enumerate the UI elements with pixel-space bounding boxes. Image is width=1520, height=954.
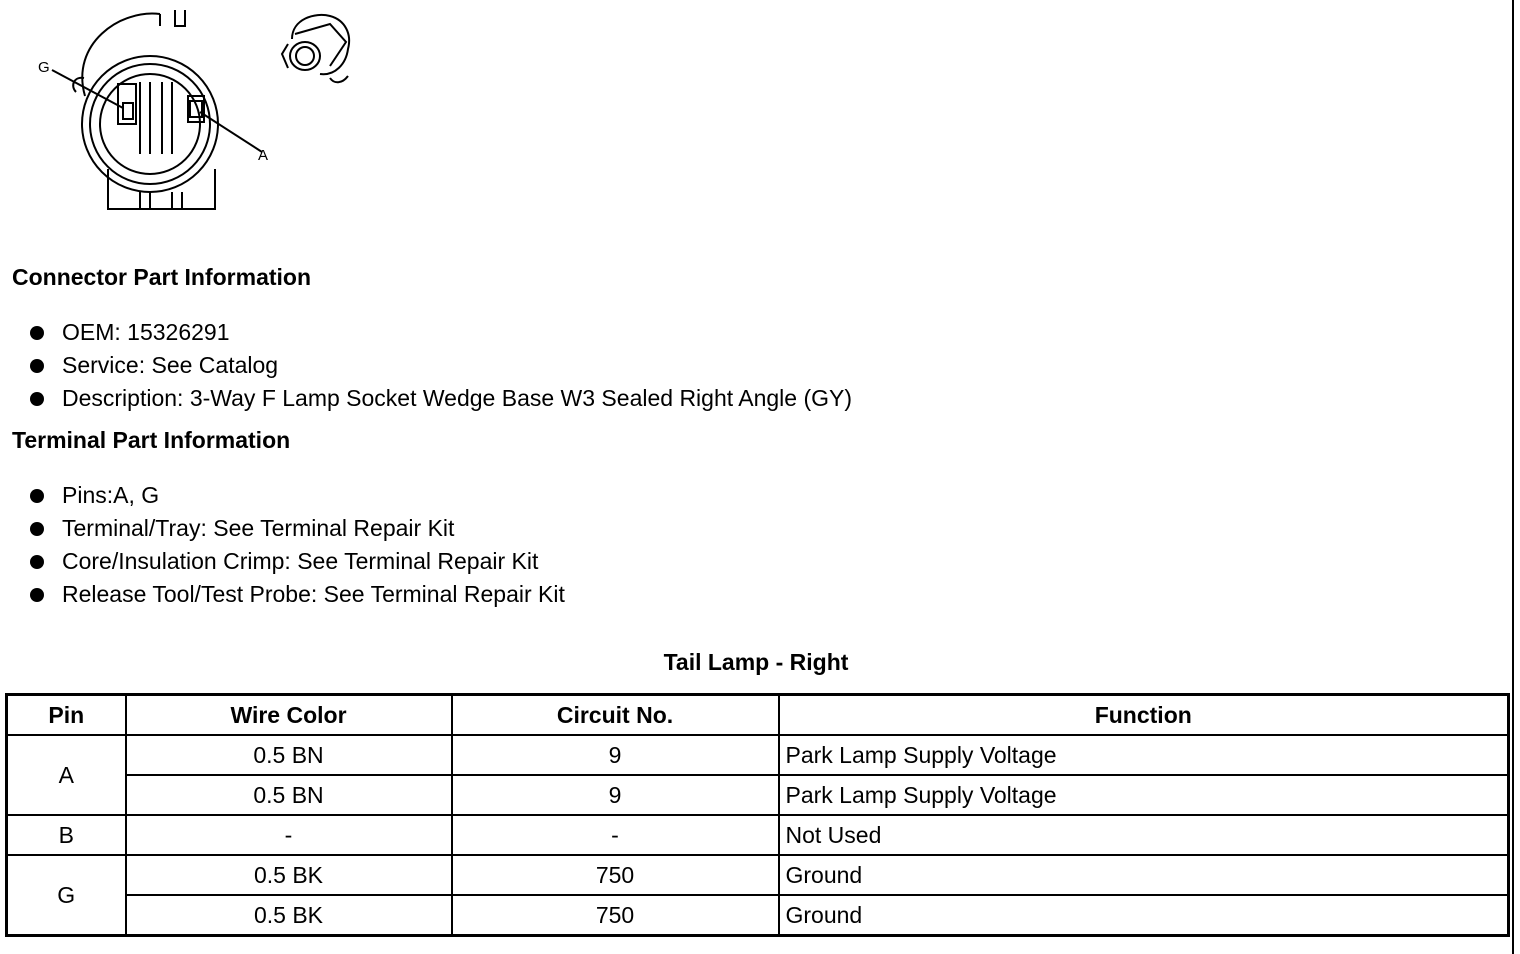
cell-circuit: 750 <box>452 855 779 895</box>
cell-wire-color: 0.5 BK <box>126 895 452 936</box>
page-border-line <box>1512 0 1514 954</box>
table-row <box>7 815 1509 855</box>
cell-circuit: 750 <box>452 895 779 936</box>
list-item <box>28 479 565 512</box>
bullet-icon <box>30 588 44 602</box>
cell-pin: B <box>7 815 126 855</box>
cell-wire-color: 0.5 BN <box>126 735 452 775</box>
header-wire-color: Wire Color <box>126 695 452 736</box>
cell-wire-color: - <box>126 815 452 855</box>
cell-wire-color: 0.5 BK <box>126 855 452 895</box>
terminal-crimp: Core/Insulation Crimp: See Terminal Repair Kit <box>62 548 539 574</box>
list-item <box>28 382 852 415</box>
terminal-release-tool: Release Tool/Test Probe: See Terminal Repair Kit <box>62 581 565 607</box>
terminal-pins: Pins:A, G <box>62 482 160 508</box>
list-item <box>28 545 565 578</box>
table-row <box>7 855 1509 895</box>
bullet-icon <box>30 489 44 503</box>
socket-iso-drawing <box>282 15 349 82</box>
table-row <box>7 895 1509 936</box>
connector-part-info-heading: Connector Part Information <box>12 264 312 290</box>
pin-label-a: A <box>258 147 269 164</box>
terminal-tray: Terminal/Tray: See Terminal Repair Kit <box>62 515 455 541</box>
terminal-part-info-list <box>28 479 565 611</box>
header-pin: Pin <box>7 695 126 736</box>
terminal-part-info-heading: Terminal Part Information <box>12 427 291 453</box>
bullet-icon <box>30 522 44 536</box>
cell-wire-color: 0.5 BN <box>126 775 452 815</box>
connector-oem: OEM: 15326291 <box>62 319 230 345</box>
cell-function: Ground <box>779 855 1509 895</box>
bullet-icon <box>30 326 44 340</box>
pinout-table <box>5 693 1510 937</box>
list-item <box>28 578 565 611</box>
cell-pin: G <box>7 855 126 936</box>
cell-pin: A <box>7 735 126 815</box>
table-header-row <box>7 695 1509 736</box>
table-row <box>7 735 1509 775</box>
cell-circuit: 9 <box>452 735 779 775</box>
header-function: Function <box>779 695 1509 736</box>
cell-circuit: - <box>452 815 779 855</box>
connector-part-info-list <box>28 316 852 415</box>
connector-description: Description: 3-Way F Lamp Socket Wedge Base W3 Sealed Right Angle (GY) <box>62 385 853 411</box>
connector-face-drawing <box>52 10 262 209</box>
list-item <box>28 349 852 382</box>
cell-function: Ground <box>779 895 1509 936</box>
table-row <box>7 775 1509 815</box>
cell-circuit: 9 <box>452 775 779 815</box>
header-circuit-no: Circuit No. <box>452 695 779 736</box>
bullet-icon <box>30 555 44 569</box>
table-title: Tail Lamp - Right <box>663 649 849 675</box>
connector-service: Service: See Catalog <box>62 352 279 378</box>
pin-label-g: G <box>38 59 50 76</box>
cell-function: Not Used <box>779 815 1509 855</box>
list-item <box>28 512 565 545</box>
cell-function: Park Lamp Supply Voltage <box>779 775 1509 815</box>
list-item <box>28 316 852 349</box>
bullet-icon <box>30 392 44 406</box>
cell-function: Park Lamp Supply Voltage <box>779 735 1509 775</box>
connector-diagram <box>30 4 370 218</box>
bullet-icon <box>30 359 44 373</box>
